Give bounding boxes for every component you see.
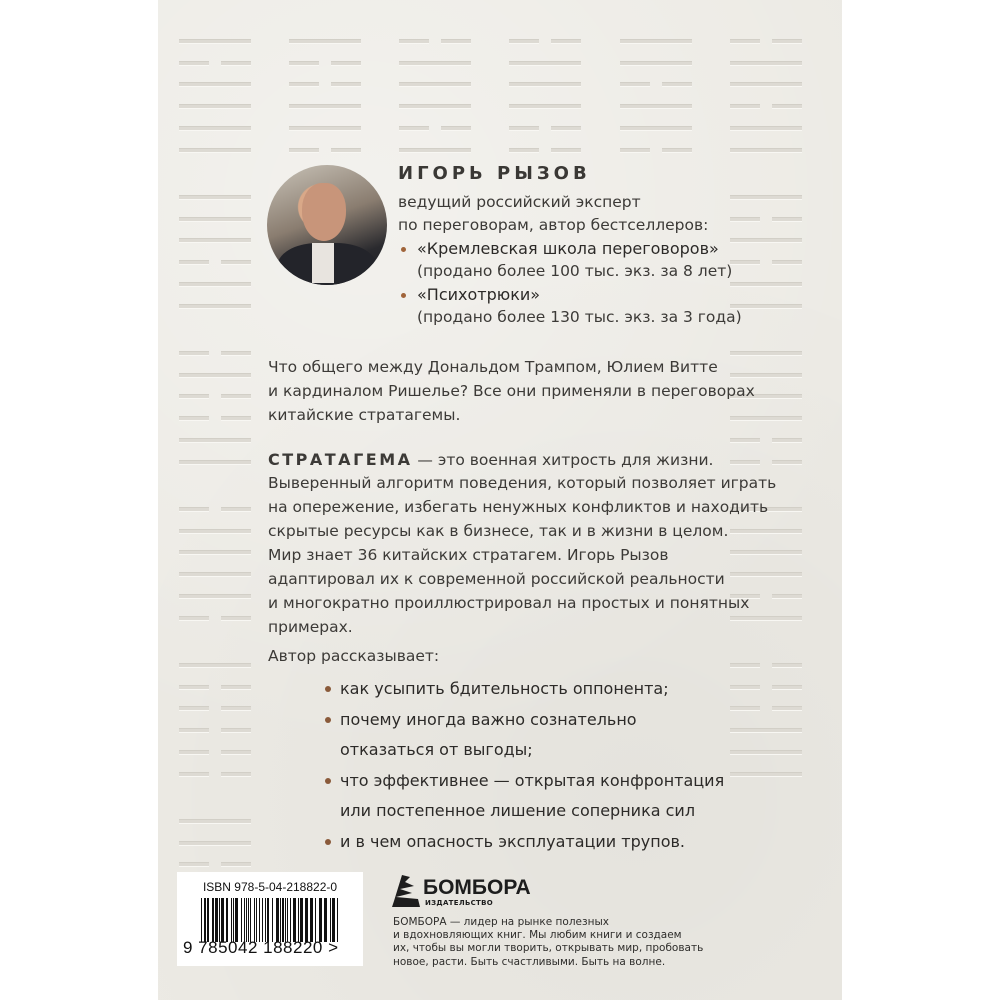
hexagram-line: [289, 40, 361, 43]
hexagram-line: [221, 62, 251, 65]
barcode-bar: [272, 898, 273, 942]
hexagram-line: [399, 40, 429, 43]
hexagram-line: [179, 261, 209, 264]
barcode-bar: [250, 898, 251, 942]
hexagram-line: [179, 218, 251, 221]
barcode-bar: [298, 898, 299, 942]
hexagram-line: [772, 218, 802, 221]
barcode-bar: [310, 898, 313, 942]
bullet-icon: [325, 839, 331, 845]
intro-line: китайские стратагемы.: [268, 406, 461, 424]
hexagram-line: [179, 305, 251, 308]
hexagram-line: [289, 149, 319, 152]
hexagram-line: [730, 196, 802, 199]
hexagram-line: [730, 617, 802, 620]
tells-item-line: или постепенное лишение соперника сил: [340, 801, 696, 820]
barcode-bar: [246, 898, 247, 942]
hexagram-line: [221, 352, 251, 355]
barcode-bar: [287, 898, 288, 942]
hexagram-line: [772, 664, 802, 667]
hexagram-line: [179, 105, 251, 108]
hexagram-line: [730, 149, 802, 152]
hexagram-line: [179, 239, 251, 242]
hexagram-line: [509, 127, 539, 130]
hexagram-line: [730, 773, 802, 776]
hexagram-line: [399, 149, 471, 152]
blurb-line: и вдохновляющих книг. Мы любим книги и создаем: [393, 929, 682, 942]
barcode-bar: [265, 898, 266, 942]
publisher-logo-subtitle: ИЗДАТЕЛЬСТВО: [425, 899, 493, 907]
hexagram-line: [730, 62, 802, 65]
book-sales: (продано более 100 тыс. экз. за 8 лет): [417, 262, 733, 280]
hexagram-line: [620, 62, 692, 65]
barcode-bar: [221, 898, 224, 942]
hexagram-line: [772, 595, 802, 598]
hexagram-line: [399, 83, 471, 86]
definition-line: Выверенный алгоритм поведения, который позволяет играть: [268, 474, 777, 492]
definition-text: — это военная хитрость для жизни.: [412, 451, 714, 469]
hexagram-line: [179, 530, 251, 533]
publisher-logo-name: БОМБОРА: [423, 876, 531, 899]
hexagram-line: [441, 40, 471, 43]
barcode-bar: [276, 898, 279, 942]
hexagram-line: [179, 196, 251, 199]
hexagram-line: [221, 395, 251, 398]
hexagram-line: [179, 439, 251, 442]
definition-line: и многократно проиллюстрировал на простых и понятных: [268, 594, 750, 612]
hexagram-line: [289, 83, 319, 86]
hexagram-line: [221, 751, 251, 754]
hexagram-line: [179, 773, 209, 776]
tells-item-line: отказаться от выгоды;: [340, 740, 533, 759]
hexagram-line: [221, 417, 251, 420]
hexagram-line: [221, 729, 251, 732]
hexagram-line: [179, 283, 251, 286]
hexagram-line: [509, 62, 581, 65]
hexagram-line: [730, 707, 760, 710]
tells-item-line: почему иногда важно сознательно: [340, 710, 637, 729]
hexagram-line: [179, 551, 251, 554]
hexagram-line: [331, 149, 361, 152]
hexagram-line: [221, 707, 251, 710]
barcode-bar: [248, 898, 249, 942]
definition-line: адаптировал их к современной российской реальности: [268, 570, 725, 588]
definition-line: на опережение, избегать ненужных конфликтов и находить: [268, 498, 769, 516]
hexagram-line: [179, 352, 209, 355]
hexagram-line: [179, 417, 209, 420]
hexagram-line: [221, 261, 251, 264]
hexagram-line: [179, 820, 251, 823]
hexagram-line: [399, 62, 471, 65]
hexagram-line: [331, 83, 361, 86]
barcode-bar: [293, 898, 296, 942]
barcode-bar: [280, 898, 281, 942]
barcode-bar: [219, 898, 220, 942]
barcode-bar: [201, 898, 202, 942]
barcode-bar: [315, 898, 316, 942]
barcode-bar: [282, 898, 284, 942]
hexagram-line: [179, 707, 209, 710]
definition-line: Мир знает 36 китайских стратагем. Игорь Рызов: [268, 546, 669, 564]
barcode-bar: [324, 898, 327, 942]
hexagram-line: [662, 149, 692, 152]
barcode-bar: [332, 898, 335, 942]
hexagram-line: [179, 395, 209, 398]
hexagram-line: [509, 105, 581, 108]
hexagram-line: [179, 573, 251, 576]
hexagram-line: [289, 105, 361, 108]
hexagram-line: [730, 664, 760, 667]
tells-item-line: как усыпить бдительность оппонента;: [340, 679, 669, 698]
hexagram-line: [221, 863, 251, 866]
hexagram-line: [551, 149, 581, 152]
barcode-bar: [290, 898, 291, 942]
barcode-bar: [330, 898, 331, 942]
hexagram-line: [179, 40, 251, 43]
hexagram-line: [551, 40, 581, 43]
hexagram-line: [620, 40, 692, 43]
tells-item-line: и в чем опасность эксплуатации трупов.: [340, 832, 685, 851]
isbn-text: ISBN 978-5-04-218822-0: [202, 880, 338, 894]
barcode-bar: [204, 898, 206, 942]
hexagram-line: [221, 686, 251, 689]
hexagram-line: [730, 530, 802, 533]
hexagram-line: [772, 40, 802, 43]
author-bio-line: по переговорам, автор бестселлеров:: [398, 216, 709, 234]
hexagram-line: [730, 374, 802, 377]
hexagram-line: [730, 573, 802, 576]
hexagram-line: [221, 617, 251, 620]
bullet-icon: [325, 778, 331, 784]
hexagram-line: [772, 439, 802, 442]
hexagram-line: [620, 105, 692, 108]
intro-line: и кардиналом Ришелье? Все они применяли в переговорах: [268, 382, 755, 400]
barcode-bar: [256, 898, 257, 942]
hexagram-line: [662, 83, 692, 86]
hexagram-line: [730, 751, 802, 754]
hexagram-line: [772, 105, 802, 108]
hexagram-line: [179, 751, 209, 754]
barcode-bar: [207, 898, 209, 942]
bullet-icon: [401, 293, 406, 298]
hexagram-line: [179, 461, 251, 464]
definition-first-line: [268, 448, 713, 472]
barcode-bar: [254, 898, 255, 942]
hexagram-line: [331, 62, 361, 65]
hexagram-line: [509, 149, 539, 152]
hexagram-line: [179, 62, 209, 65]
hexagram-line: [399, 127, 429, 130]
hexagram-line: [179, 127, 251, 130]
hexagram-line: [730, 218, 760, 221]
hexagram-line: [179, 374, 251, 377]
hexagram-line: [730, 461, 760, 464]
hexagram-line: [772, 707, 802, 710]
barcode-bar: [300, 898, 303, 942]
hexagram-line: [179, 83, 251, 86]
barcode-bar: [267, 898, 269, 942]
bullet-icon: [401, 247, 406, 252]
barcode-bar: [231, 898, 232, 942]
hexagram-line: [509, 40, 539, 43]
definition-line: примерах.: [268, 618, 353, 636]
hexagram-line: [620, 149, 650, 152]
barcode-bar: [259, 898, 260, 942]
hexagram-line: [772, 261, 802, 264]
intro-line: Что общего между Дональдом Трампом, Юлием Витте: [268, 358, 718, 376]
hexagram-line: [179, 729, 209, 732]
hexagram-line: [730, 83, 802, 86]
barcode-bar: [244, 898, 245, 942]
hexagram-line: [509, 83, 581, 86]
hexagram-line: [620, 127, 692, 130]
bullet-icon: [325, 717, 331, 723]
hexagram-line: [179, 686, 209, 689]
author-name: ИГОРЬ РЫЗОВ: [398, 163, 591, 184]
ean-number: 9 785042 188220 >: [183, 938, 339, 957]
barcode-bar: [215, 898, 218, 942]
hexagram-line: [289, 127, 361, 130]
barcode-image: [201, 898, 341, 942]
hexagram-line: [730, 352, 802, 355]
hexagram-line: [730, 105, 760, 108]
barcode-box: [177, 872, 363, 966]
hexagram-line: [730, 729, 802, 732]
blurb-line: новое, расти. Быть счастливыми. Быть на волне.: [393, 955, 666, 968]
barcode-bar: [241, 898, 242, 942]
hexagram-line: [730, 261, 760, 264]
tells-heading: Автор рассказывает:: [268, 647, 440, 665]
hexagram-line: [179, 595, 251, 598]
hexagram-line: [179, 842, 251, 845]
hexagram-line: [179, 664, 251, 667]
barcode-bar: [262, 898, 263, 942]
hexagram-line: [289, 62, 319, 65]
blurb-line: их, чтобы вы могли творить, открывать мир, пробовать: [393, 942, 704, 955]
hexagram-line: [772, 461, 802, 464]
hexagram-line: [730, 417, 802, 420]
hexagram-line: [441, 127, 471, 130]
barcode-bar: [235, 898, 238, 942]
publisher-logo-icon: [390, 873, 422, 909]
hexagram-line: [179, 149, 251, 152]
bullet-icon: [325, 686, 331, 692]
hexagram-line: [179, 863, 209, 866]
hexagram-line: [730, 283, 802, 286]
hexagram-line: [730, 439, 760, 442]
book-title: «Психотрюки»: [417, 285, 541, 304]
barcode-bar: [305, 898, 308, 942]
book-title: «Кремлевская школа переговоров»: [417, 239, 719, 258]
hexagram-line: [620, 83, 650, 86]
publisher-blurb: [393, 916, 703, 969]
book-sales: (продано более 130 тыс. экз. за 3 года): [417, 308, 742, 326]
barcode-bar: [285, 898, 286, 942]
stratagem-term: СТРАТАГЕМА: [268, 450, 413, 469]
hexagram-line: [772, 686, 802, 689]
hexagram-line: [179, 508, 209, 511]
definition-line: скрытые ресурсы как в бизнесе, так и в жизни в целом.: [268, 522, 729, 540]
barcode-bar: [319, 898, 322, 942]
hexagram-line: [221, 773, 251, 776]
barcode-bar: [337, 898, 338, 942]
hexagram-line: [221, 508, 251, 511]
author-bio-line: ведущий российский эксперт: [398, 193, 641, 211]
author-photo: [267, 165, 387, 285]
hexagram-line: [730, 686, 760, 689]
hexagram-line: [551, 127, 581, 130]
tells-item-line: что эффективнее — открытая конфронтация: [340, 771, 725, 790]
barcode-bar: [233, 898, 234, 942]
hexagram-line: [730, 127, 802, 130]
hexagram-line: [730, 40, 760, 43]
blurb-line: БОМБОРА — лидер на рынке полезных: [393, 916, 609, 928]
hexagram-line: [730, 239, 802, 242]
barcode-bar: [212, 898, 214, 942]
hexagram-line: [730, 551, 802, 554]
barcode-bar: [226, 898, 228, 942]
hexagram-line: [179, 617, 209, 620]
hexagram-line: [399, 105, 471, 108]
